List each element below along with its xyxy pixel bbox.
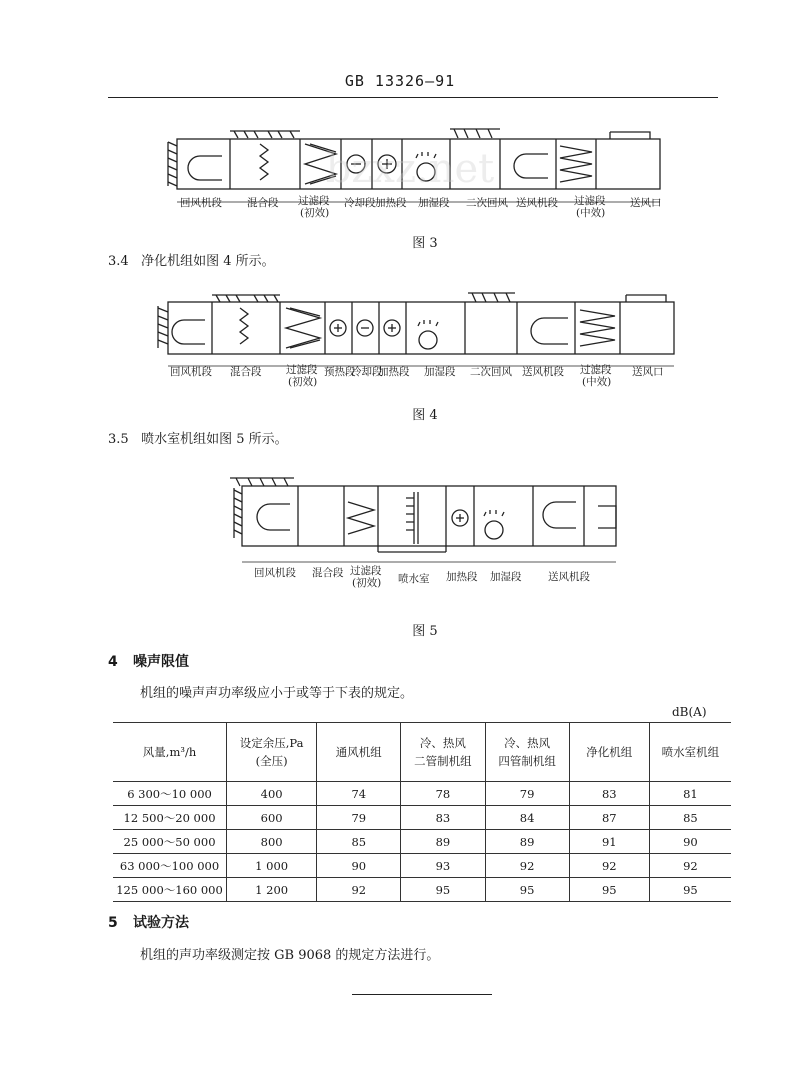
fig4-label-cooling: 冷却段 (351, 366, 383, 378)
fig3-label-outlet: 送风口 (630, 197, 662, 209)
table-cell: 89 (401, 830, 485, 854)
table-cell: 95 (485, 878, 569, 902)
fig5-label-supply-fan: 送风机段 (548, 571, 590, 583)
section-5-heading (108, 912, 189, 932)
section-3-4-text: 净化机组如图 4 所示。 (141, 254, 275, 269)
table-cell: 83 (569, 782, 649, 806)
col-header-ventilation: 通风机组 (317, 723, 401, 782)
figure-5-caption: 图 5 (412, 624, 438, 639)
fig3-label-filter: 过滤段 (298, 195, 330, 207)
table-cell: 84 (485, 806, 569, 830)
section-3-4 (108, 250, 275, 269)
section-3-5-text: 喷水室机组如图 5 所示。 (141, 432, 288, 447)
fig3-label-humidify: 加湿段 (418, 197, 450, 209)
table-cell: 89 (485, 830, 569, 854)
table-header-row (113, 723, 731, 782)
section-5-title: 试验方法 (133, 915, 190, 931)
fig4-label-heating: 加热段 (378, 366, 410, 378)
table-unit: dB(A) (672, 705, 707, 719)
fig3-label-filter-primary: (初效) (300, 207, 330, 219)
table-row (113, 806, 731, 830)
figure-3-caption: 图 3 (412, 236, 438, 251)
watermark-fig3: bzxz.net (325, 146, 495, 192)
col-header-airflow: 风量,m³/h (113, 723, 227, 782)
fig4-label-filter-medium: (中效) (582, 376, 612, 388)
table-cell: 25 000～50 000 (113, 830, 227, 854)
fig3-label-secondary-return: 二次回风 (466, 197, 508, 209)
col-header-4pipe: 冷、热风 四管制机组 (485, 723, 569, 782)
section-4-heading (108, 651, 189, 671)
section-3-5-number: 3.5 (108, 432, 129, 447)
table-cell: 78 (401, 782, 485, 806)
header-rule (108, 97, 718, 98)
fig4-label-mixing: 混合段 (230, 366, 262, 378)
table-cell: 400 (227, 782, 317, 806)
table-cell: 800 (227, 830, 317, 854)
fig4-label-humidify: 加湿段 (424, 366, 456, 378)
fig4-label-filter-primary: (初效) (288, 376, 318, 388)
section-4-text: 机组的噪声声功率级应小于或等于下表的规定。 (140, 686, 414, 701)
fig3-label-cooling: 冷却段 (344, 197, 376, 209)
table-cell: 87 (569, 806, 649, 830)
table-cell: 93 (401, 854, 485, 878)
section-5-number: 5 (108, 915, 118, 931)
col-header-purify: 净化机组 (569, 723, 649, 782)
fig4-label-secondary-return: 二次回风 (470, 366, 512, 378)
section-4-title: 噪声限值 (133, 654, 190, 670)
figure-4-caption: 图 4 (412, 408, 438, 423)
table-cell: 81 (649, 782, 731, 806)
noise-limit-table (113, 722, 731, 902)
fig4-label-filter-mid: 过滤段 (580, 364, 612, 376)
fig3-label-mixing: 混合段 (247, 197, 279, 209)
table-cell: 1 200 (227, 878, 317, 902)
fig4-label-return-fan: 回风机段 (170, 366, 212, 378)
table-cell: 12 500～20 000 (113, 806, 227, 830)
fig3-label-supply-fan: 送风机段 (516, 197, 558, 209)
section-4-number: 4 (108, 654, 118, 670)
table-cell: 95 (569, 878, 649, 902)
table-cell: 63 000～100 000 (113, 854, 227, 878)
table-row (113, 878, 731, 902)
table-cell: 85 (649, 806, 731, 830)
col-header-spray: 喷水室机组 (649, 723, 731, 782)
page-header-code: GB 13326—91 (344, 72, 456, 90)
fig3-label-return-fan: 回风机段 (180, 197, 222, 209)
table-cell: 74 (317, 782, 401, 806)
table-cell: 79 (317, 806, 401, 830)
fig3-label-heating: 加热段 (375, 197, 407, 209)
fig4-label-outlet: 送风口 (632, 366, 664, 378)
table-cell: 91 (569, 830, 649, 854)
fig5-label-return-fan: 回风机段 (254, 567, 296, 579)
table-cell: 83 (401, 806, 485, 830)
table-cell: 79 (485, 782, 569, 806)
table-cell: 90 (649, 830, 731, 854)
section-5-text: 机组的声功率级测定按 GB 9068 的规定方法进行。 (140, 948, 440, 963)
table-row (113, 854, 731, 878)
table-cell: 600 (227, 806, 317, 830)
table-cell: 92 (569, 854, 649, 878)
fig5-label-mixing: 混合段 (312, 567, 344, 579)
fig5-label-filter-primary: (初效) (352, 577, 382, 589)
col-header-2pipe: 冷、热风 二管制机组 (401, 723, 485, 782)
col-header-pressure: 设定余压,Pa (全压) (227, 723, 317, 782)
fig3-label-filter-medium: (中效) (576, 207, 606, 219)
fig3-label-filter-mid: 过滤段 (574, 195, 606, 207)
section-3-5 (108, 428, 288, 447)
table-cell: 92 (485, 854, 569, 878)
fig5-label-spray: 喷水室 (398, 573, 430, 585)
fig4-label-supply-fan: 送风机段 (522, 366, 564, 378)
footer-rule (352, 994, 492, 995)
table-cell: 95 (401, 878, 485, 902)
table-cell: 90 (317, 854, 401, 878)
table-cell: 85 (317, 830, 401, 854)
table-row (113, 782, 731, 806)
table-cell: 6 300～10 000 (113, 782, 227, 806)
fig4-label-filter: 过滤段 (286, 364, 318, 376)
table-cell: 125 000～160 000 (113, 878, 227, 902)
section-3-4-number: 3.4 (108, 254, 129, 269)
table-cell: 95 (649, 878, 731, 902)
fig4-label-preheat: 预热段 (324, 366, 356, 378)
fig5-label-heating: 加热段 (446, 571, 478, 583)
fig5-label-humidify: 加湿段 (490, 571, 522, 583)
table-cell: 92 (649, 854, 731, 878)
table-row (113, 830, 731, 854)
table-cell: 1 000 (227, 854, 317, 878)
table-cell: 92 (317, 878, 401, 902)
fig5-label-filter: 过滤段 (350, 565, 382, 577)
